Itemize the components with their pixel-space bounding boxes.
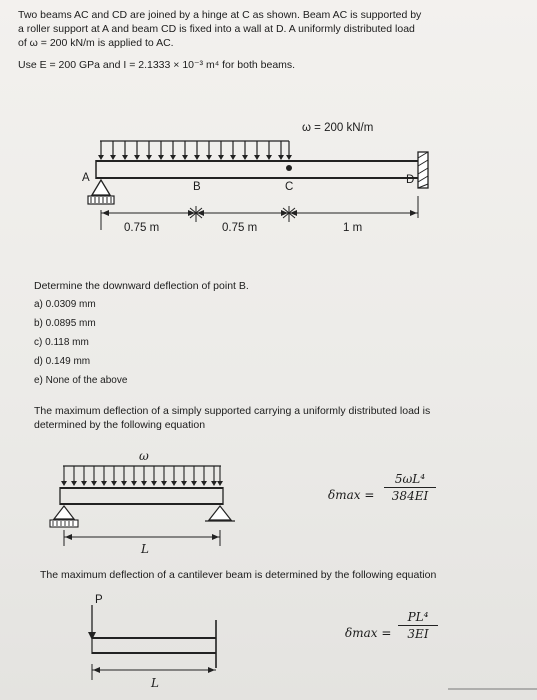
option-a: a) 0.0309 mm: [34, 299, 96, 310]
cantilever-denominator: 3EI: [407, 627, 429, 641]
simply-supported-numerator: 5ωL⁴: [384, 472, 436, 488]
dimension-cd: 1 m: [343, 222, 363, 234]
option-b: b) 0.0895 mm: [34, 318, 96, 329]
cantilever-numerator: PL⁴: [398, 610, 438, 626]
cantilever-formula: [398, 610, 438, 641]
option-e: e) None of the above: [34, 375, 128, 386]
option-c: c) 0.118 mm: [34, 337, 89, 348]
point-label-d: D: [406, 174, 415, 186]
cantilever-lhs: δmax =: [345, 626, 392, 640]
simply-supported-text-1: The maximum deflection of a simply supported carrying a uniformly distributed load is: [34, 405, 431, 417]
cantilever-load-label: P: [95, 594, 103, 606]
point-label-c: C: [285, 181, 294, 193]
simply-supported-load-label: ω: [139, 449, 149, 463]
point-label-a: A: [82, 172, 90, 184]
question-prompt: Determine the downward deflection of point B.: [34, 280, 249, 292]
option-d: d) 0.149 mm: [34, 356, 91, 367]
simply-supported-length-label: L: [141, 542, 149, 556]
cantilever-length-label: L: [151, 676, 159, 690]
cantilever-text: The maximum deflection of a cantilever beam is determined by the following equation: [40, 569, 437, 581]
material-properties: Use E = 200 GPa and I = 2.1333 × 10⁻³ m⁴ for both beams.: [18, 59, 296, 71]
point-label-b: B: [193, 181, 201, 193]
intro-line-2: a roller support at A and beam CD is fixed into a wall at D. A uniformly distributed load: [18, 23, 415, 35]
intro-line-3: of ω = 200 kN/m is applied to AC.: [18, 37, 174, 49]
simply-supported-denominator: 384EI: [391, 489, 429, 503]
simply-supported-lhs: δmax =: [328, 488, 375, 502]
intro-line-1: Two beams AC and CD are joined by a hinge at C as shown. Beam AC is supported by: [18, 9, 422, 21]
dimension-ab: 0.75 m: [124, 222, 160, 234]
dimension-bc: 0.75 m: [222, 222, 258, 234]
distributed-load-label: ω = 200 kN/m: [302, 122, 374, 134]
simply-supported-text-2: determined by the following equation: [34, 419, 206, 431]
